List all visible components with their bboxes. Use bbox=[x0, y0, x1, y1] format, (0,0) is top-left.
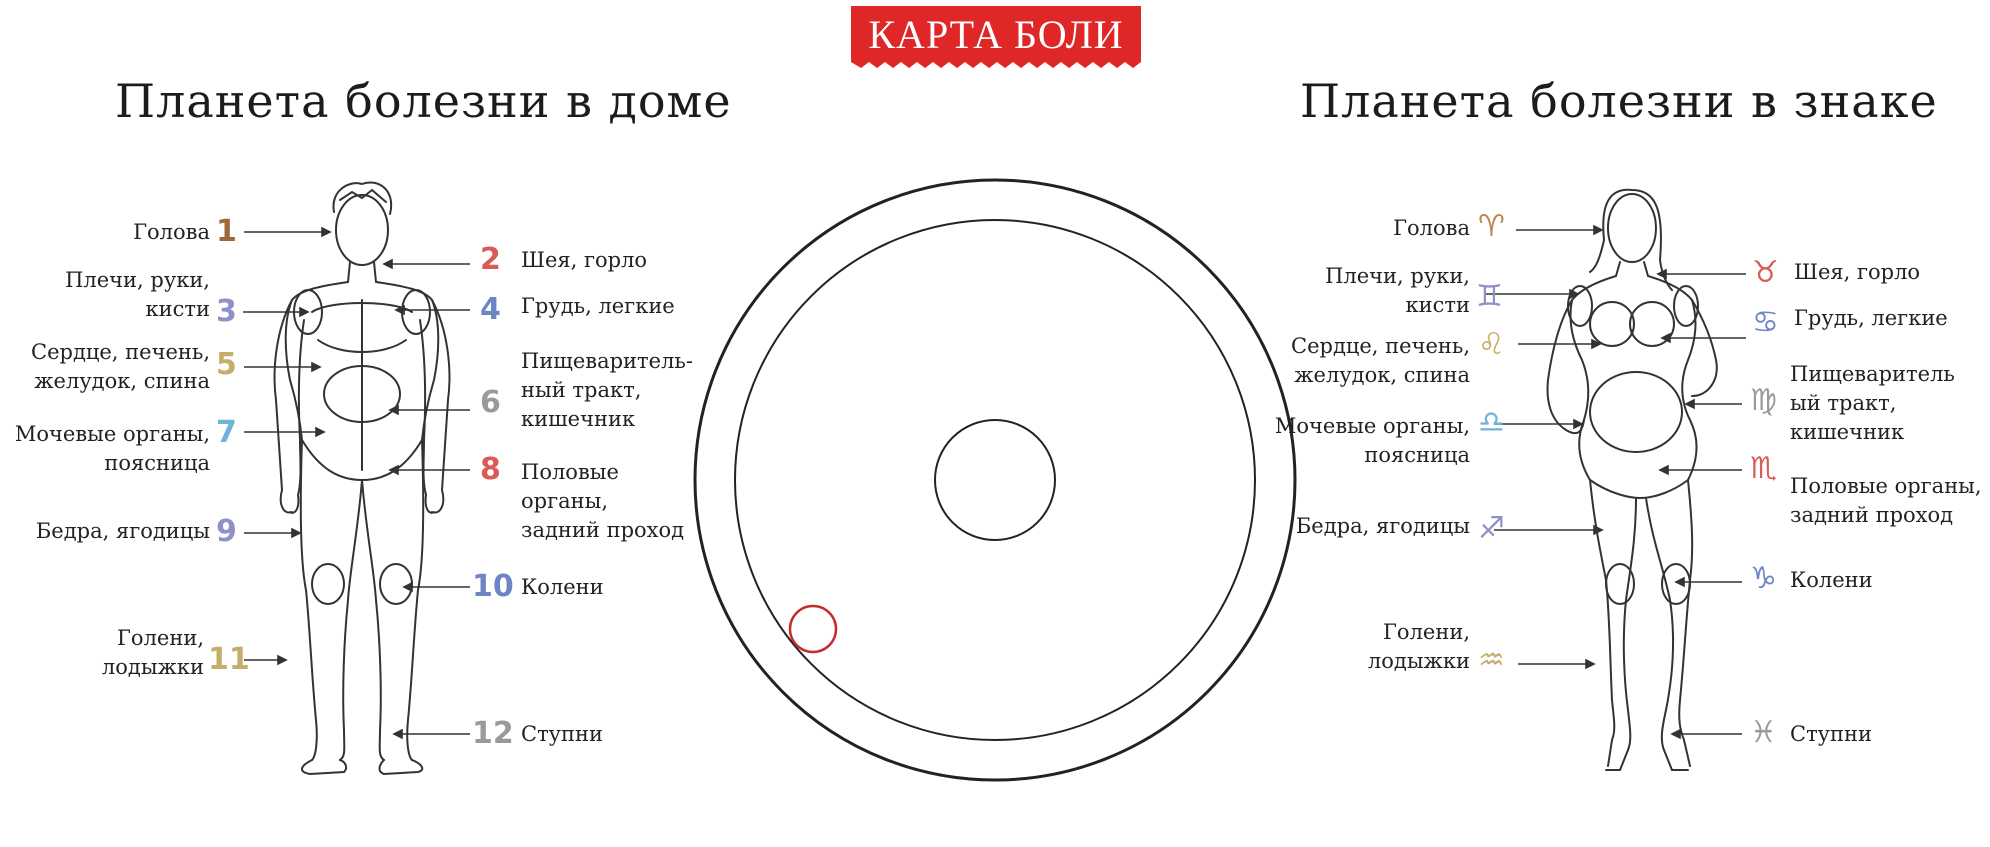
right-label-taurus: Шея, горло bbox=[1794, 260, 1921, 284]
capricorn-icon: ♑ bbox=[1750, 561, 1777, 596]
left-house-number-8: 8 bbox=[480, 452, 501, 487]
scorpio-icon: ♏ bbox=[1750, 451, 1777, 486]
left-label-7: Мочевые органы, поясница bbox=[14, 422, 210, 475]
right-label-sagittarius: Бедра, ягодицы bbox=[1295, 514, 1470, 538]
left-label-5: Сердце, печень, желудок, спина bbox=[31, 340, 210, 393]
left-house-number-12: 12 bbox=[472, 716, 514, 751]
left-house-number-3: 3 bbox=[216, 294, 237, 329]
right-label-virgo: Пищеваритель ый тракт, кишечник bbox=[1790, 362, 1955, 444]
female-figure bbox=[1548, 190, 1717, 770]
left-leader-lines bbox=[243, 228, 470, 738]
virgo-icon: ♍ bbox=[1750, 383, 1777, 418]
left-house-number-10: 10 bbox=[472, 569, 514, 604]
cancer-icon: ♋ bbox=[1752, 305, 1779, 340]
right-label-capricorn: Колени bbox=[1790, 568, 1873, 592]
gemini-icon: ♊ bbox=[1476, 279, 1503, 314]
right-heading: Планета болезни в знаке bbox=[1300, 74, 1938, 128]
right-label-aquarius: Голени, лодыжки bbox=[1367, 620, 1470, 673]
left-label-10: Колени bbox=[521, 575, 604, 599]
aries-icon: ♈ bbox=[1478, 209, 1505, 244]
left-label-12: Ступни bbox=[521, 722, 604, 746]
taurus-icon: ♉ bbox=[1752, 255, 1779, 290]
right-label-gemini: Плечи, руки, кисти bbox=[1325, 264, 1470, 317]
right-label-pisces: Ступни bbox=[1790, 722, 1873, 746]
right-label-aries: Голова bbox=[1393, 216, 1470, 240]
right-label-leo: Сердце, печень, желудок, спина bbox=[1291, 334, 1470, 387]
page-title: КАРТА БОЛИ bbox=[868, 12, 1124, 57]
left-house-number-9: 9 bbox=[216, 514, 237, 549]
left-label-6: Пищеваритель- ный тракт, кишечник bbox=[521, 349, 693, 431]
right-label-cancer: Грудь, легкие bbox=[1794, 306, 1948, 330]
aquarius-icon: ♒ bbox=[1478, 643, 1505, 678]
left-label-2: Шея, горло bbox=[521, 248, 648, 272]
left-house-number-11: 11 bbox=[208, 642, 250, 677]
libra-icon: ♎ bbox=[1478, 405, 1505, 440]
left-label-11: Голени, лодыжки bbox=[101, 626, 204, 679]
left-label-3: Плечи, руки, кисти bbox=[65, 268, 210, 321]
sagittarius-icon: ♐ bbox=[1478, 511, 1505, 546]
pisces-icon: ♓ bbox=[1750, 715, 1777, 750]
male-figure bbox=[275, 182, 450, 774]
natal-wheel bbox=[695, 180, 1295, 780]
right-label-scorpio: Половые органы, задний проход bbox=[1790, 474, 1982, 527]
left-house-number-1: 1 bbox=[216, 214, 237, 249]
left-label-9: Бедра, ягодицы bbox=[35, 519, 210, 543]
left-label-4: Грудь, легкие bbox=[521, 294, 675, 318]
left-label-8: Половые органы, задний проход bbox=[521, 460, 685, 542]
right-label-libra: Мочевые органы, поясница bbox=[1274, 414, 1470, 467]
left-label-1: Голова bbox=[133, 220, 210, 244]
leo-icon: ♌ bbox=[1478, 327, 1505, 362]
left-heading: Планета болезни в доме bbox=[115, 74, 732, 128]
left-house-number-5: 5 bbox=[216, 347, 237, 382]
left-house-number-2: 2 bbox=[480, 242, 501, 277]
left-house-number-7: 7 bbox=[216, 415, 237, 450]
left-house-number-6: 6 bbox=[480, 385, 501, 420]
left-house-number-4: 4 bbox=[480, 292, 501, 327]
